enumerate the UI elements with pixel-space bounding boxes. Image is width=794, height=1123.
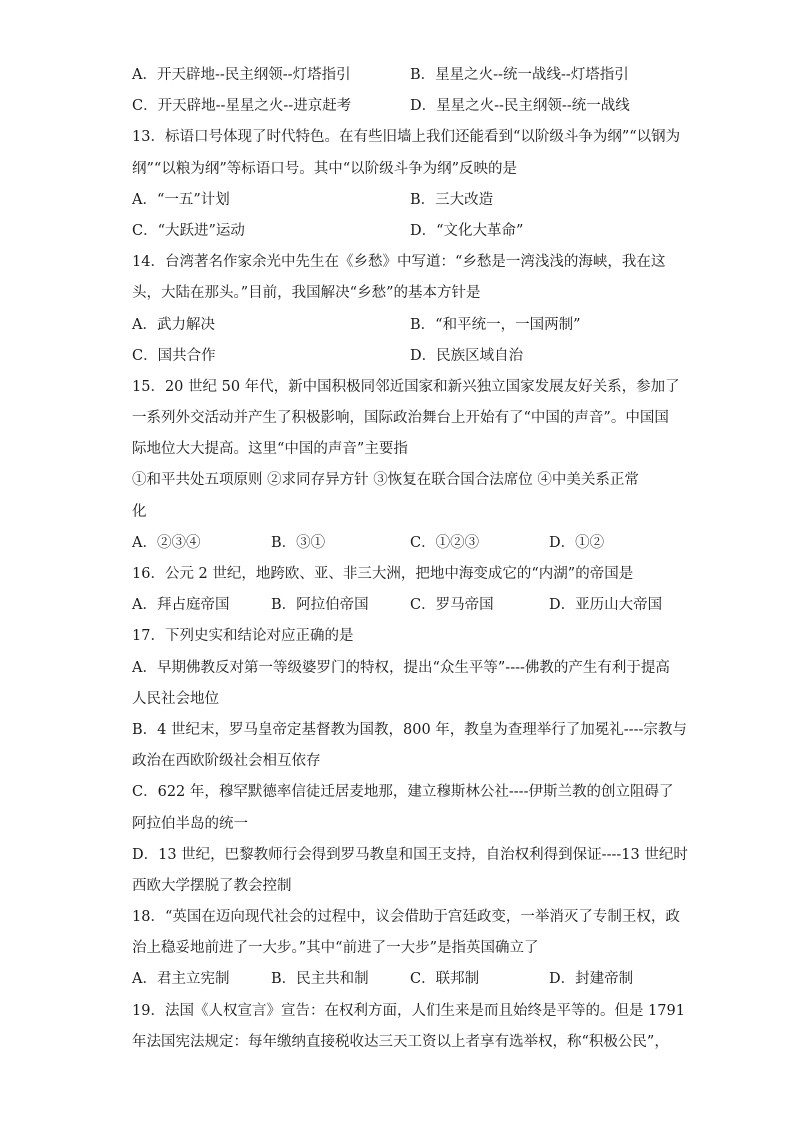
- q14-option-d: D．民族区域自治: [410, 347, 524, 364]
- q12-option-a: A．开天辟地--民主纲领--灯塔指引: [132, 67, 351, 83]
- q18-option-c: C．联邦制: [410, 971, 480, 988]
- q16-option-a: A．拜占庭帝国: [132, 597, 230, 614]
- q12-options-row-2: [132, 91, 662, 122]
- q18-option-a: A．君主立宪制: [132, 971, 230, 988]
- q12-option-b: B．星星之火--统一战线--灯塔指引: [410, 67, 629, 83]
- q18-stem-line-2: 治上稳妥地前进了一大步。”其中“前进了一大步”是指英国确立了: [132, 940, 539, 957]
- q13-options-row-2: [132, 216, 662, 247]
- q14-options-row-2: [132, 341, 662, 372]
- q18-stem-line-1: 18．“英国在迈向现代社会的过程中，议会借助于宫廷政变，一举消灭了专制王权，政: [132, 909, 680, 926]
- q12-options-row-1: [132, 60, 662, 91]
- q17-option-b-line-2: 政治在西欧阶级社会相互依存: [132, 753, 321, 770]
- q18-options-row: [132, 964, 662, 995]
- q17-option-d-line-1: D．13 世纪，巴黎教师行会得到罗马教皇和国王支持，自治权利得到保证----13 世纪时: [132, 846, 688, 863]
- q17-option-a-line-2: 人民社会地位: [132, 690, 219, 707]
- q15-stem-line-1: 15．20 世纪 50 年代，新中国积极同邻近国家和新兴独立国家发展友好关系，参加了: [132, 378, 680, 395]
- q16-option-b: B．阿拉伯帝国: [271, 597, 369, 614]
- q16-option-c: C．罗马帝国: [410, 597, 494, 614]
- q17-stem-line-1: 17．下列史实和结论对应正确的是: [132, 628, 354, 645]
- q14-stem-line-2: 头，大陆在那头。”目前，我国解决“乡愁”的基本方针是: [132, 285, 481, 302]
- q13-option-c: C．“大跃进”运动: [132, 222, 245, 239]
- q17-option-b-line-1: B．4 世纪末，罗马皇帝定基督教为国教，800 年，教皇为查理举行了加冕礼----宗教与: [132, 721, 687, 738]
- q17-option-a-line-1: A．早期佛教反对第一等级婆罗门的特权，提出“众生平等”----佛教的产生有利于提高: [132, 659, 670, 676]
- q13-option-d: D．“文化大革命”: [410, 222, 524, 239]
- q14-options-row-1: [132, 310, 662, 341]
- q15-option-a: A．②③④: [132, 534, 201, 551]
- q17-option-c-line-1: C．622 年，穆罕默德率信徒迁居麦地那，建立穆斯林公社----伊斯兰教的创立阻碍了: [132, 784, 674, 801]
- q14-option-b: B．“和平统一，一国两制”: [410, 316, 581, 333]
- q16-stem-line-1: 16．公元 2 世纪，地跨欧、亚、非三大洲，把地中海变成它的“内湖”的帝国是: [132, 566, 634, 582]
- q18-option-b: B．民主共和制: [271, 971, 369, 988]
- q15-option-d: D．①②: [549, 534, 605, 551]
- q19-stem-line-2: 年法国宪法规定：每年缴纳直接税收达三天工资以上者享有选举权，称“积极公民”，: [132, 1033, 669, 1050]
- q15-statements-line-2: 化: [132, 503, 147, 520]
- q18-option-d: D．封建帝制: [549, 971, 634, 988]
- q16-options-row: [132, 590, 662, 621]
- q14-option-c: C．国共合作: [132, 347, 216, 364]
- q15-statements-line-1: ①和平共处五项原则 ②求同存异方针 ③恢复在联合国合法席位 ④中美关系正常: [132, 472, 639, 489]
- q13-option-a: A．“一五”计划: [132, 191, 230, 208]
- q13-stem-line-2: 纲”“以粮为纲”等标语口号。其中“以阶级斗争为纲”反映的是: [132, 160, 518, 177]
- q15-option-c: C．①②③: [410, 534, 480, 551]
- q19-stem-line-1: 19．法国《人权宣言》宣告：在权利方面，人们生来是而且始终是平等的。但是 1791: [132, 1002, 685, 1019]
- q14-stem-line-1: 14．台湾著名作家余光中先生在《乡愁》中写道：“乡愁是一湾浅浅的海峡，我在这: [132, 254, 666, 271]
- q13-stem-line-1: 13．标语口号体现了时代特色。在有些旧墙上我们还能看到“以阶级斗争为纲”“以钢为: [132, 129, 681, 146]
- q12-option-d: D．星星之火--民主纲领--统一战线: [410, 98, 630, 115]
- q13-options-row-1: [132, 185, 662, 216]
- q15-stem-line-3: 际地位大大提高。这里“中国的声音”主要指: [132, 441, 408, 458]
- q14-option-a: A．武力解决: [132, 316, 215, 333]
- q12-option-c: C．开天辟地--星星之火--进京赶考: [132, 98, 352, 115]
- exam-page: [132, 60, 688, 1058]
- q17-option-d-line-2: 西欧大学摆脱了教会控制: [132, 877, 292, 894]
- q16-option-d: D．亚历山大帝国: [549, 597, 663, 614]
- q15-stem-line-2: 一系列外交活动并产生了积极影响，国际政治舞台上开始有了“中国的声音”。中国国: [132, 410, 669, 427]
- q15-options-row: [132, 528, 662, 559]
- q13-option-b: B．三大改造: [410, 191, 494, 208]
- q15-option-b: B．③①: [271, 534, 326, 551]
- q17-option-c-line-2: 阿拉伯半岛的统一: [132, 815, 248, 832]
